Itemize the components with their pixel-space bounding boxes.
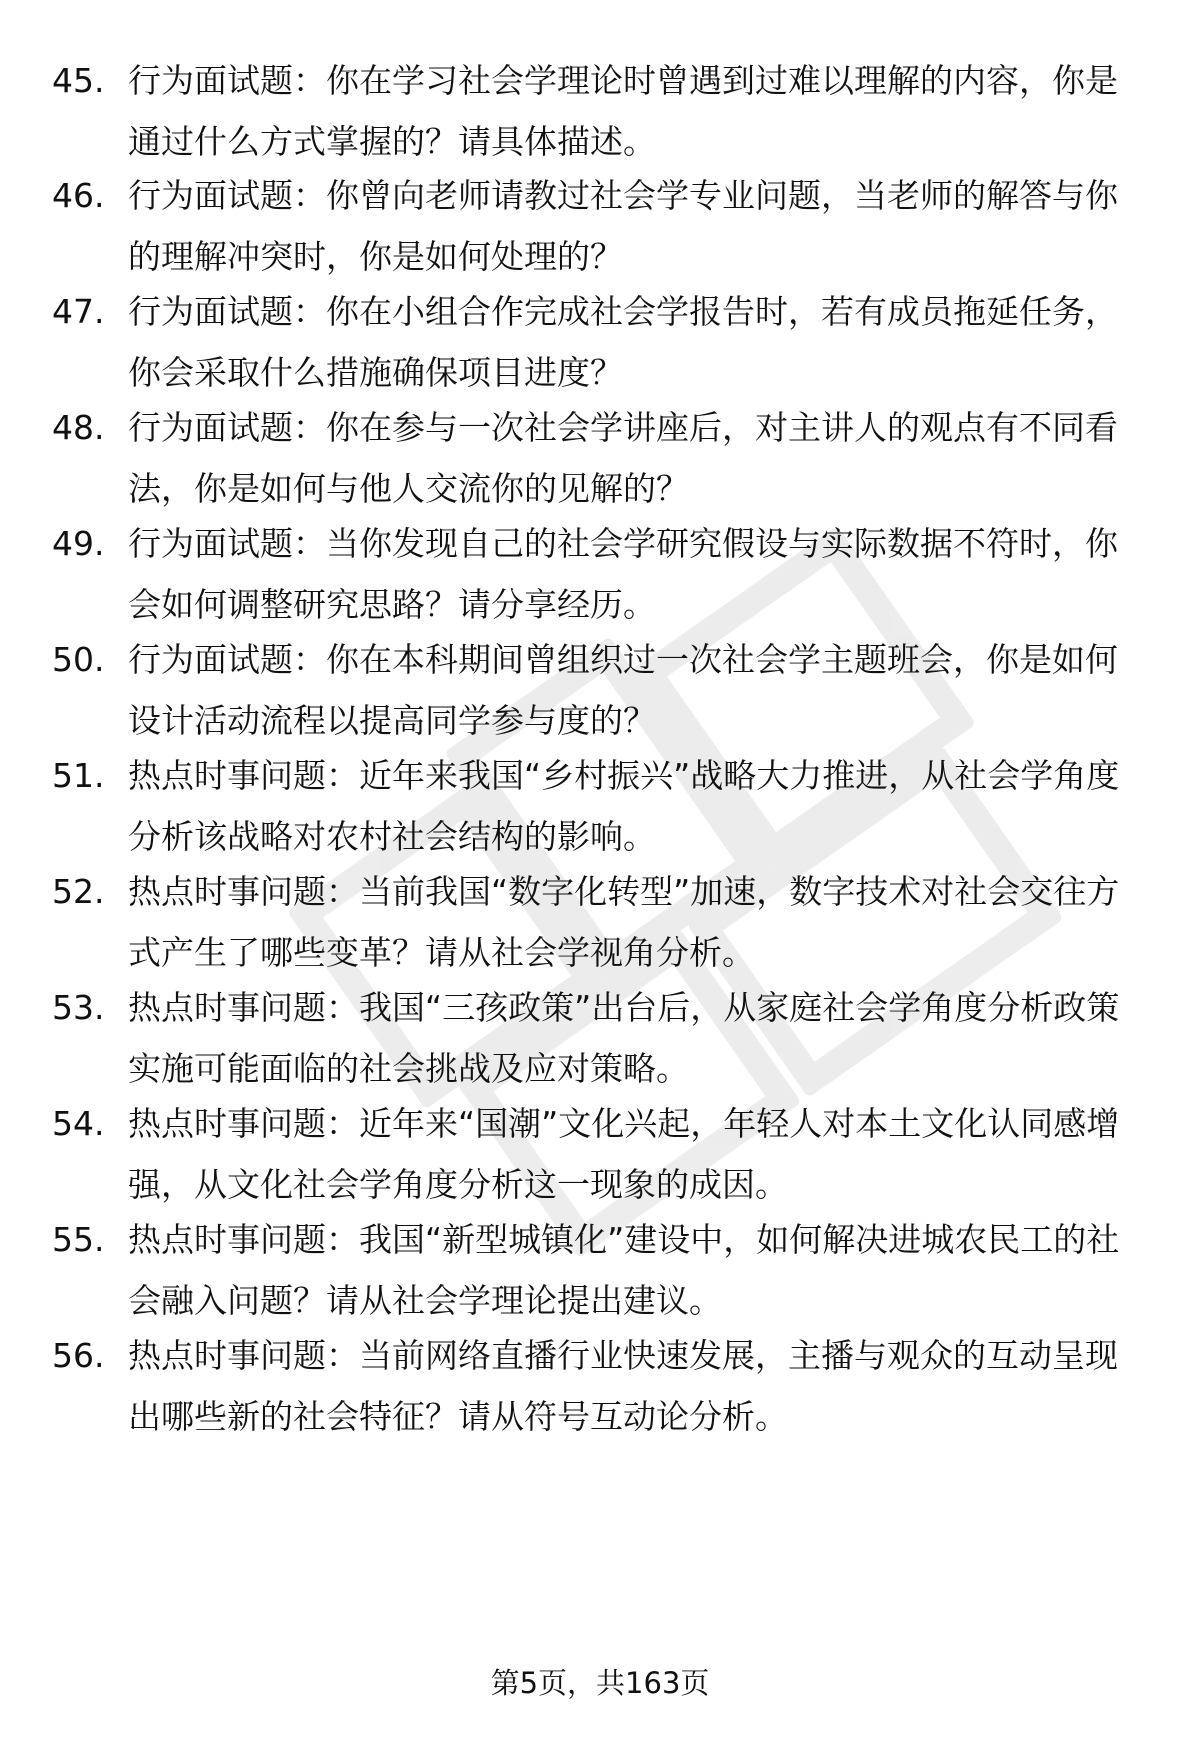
question-item xyxy=(0,745,1200,875)
question-text: 行为面试题：你曾向老师请教过社会学专业问题，当老师的解答与你的理解冲突时，你是如何处理的？ xyxy=(128,176,1118,276)
question-item xyxy=(0,977,1200,1107)
question-item xyxy=(0,397,1200,527)
question-number: 53. xyxy=(52,988,105,1027)
question-number: 48. xyxy=(52,408,105,447)
question-item xyxy=(0,50,1200,180)
question-number: 46. xyxy=(52,176,105,215)
question-text: 热点时事问题：近年来“国潮”文化兴起，年轻人对本土文化认同感增强，从文化社会学角度分析这一现象的成因。 xyxy=(128,1104,1120,1204)
question-number: 55. xyxy=(52,1220,105,1259)
question-text: 热点时事问题：近年来我国“乡村振兴”战略大力推进，从社会学角度分析该战略对农村社会结构的影响。 xyxy=(128,756,1120,856)
question-text: 行为面试题：你在学习社会学理论时曾遇到过难以理解的内容，你是通过什么方式掌握的？请具体描述。 xyxy=(128,61,1118,161)
question-item xyxy=(0,281,1200,411)
question-number: 54. xyxy=(52,1104,105,1143)
question-number: 49. xyxy=(52,524,105,563)
question-text: 热点时事问题：当前我国“数字化转型”加速，数字技术对社会交往方式产生了哪些变革？请从社会学视角分析。 xyxy=(128,872,1120,972)
question-number: 56. xyxy=(52,1336,105,1375)
question-text: 热点时事问题：当前网络直播行业快速发展，主播与观众的互动呈现出哪些新的社会特征？请从符号互动论分析。 xyxy=(128,1336,1118,1436)
question-text: 行为面试题：你在参与一次社会学讲座后，对主讲人的观点有不同看法，你是如何与他人交流你的见解的？ xyxy=(128,408,1118,508)
question-item xyxy=(0,513,1200,643)
question-item xyxy=(0,165,1200,295)
question-number: 50. xyxy=(52,640,105,679)
question-text: 热点时事问题：我国“三孩政策”出台后，从家庭社会学角度分析政策实施可能面临的社会挑战及应对策略。 xyxy=(128,988,1120,1088)
question-item xyxy=(0,1093,1200,1223)
question-number: 47. xyxy=(52,292,105,331)
question-text: 行为面试题：当你发现自己的社会学研究假设与实际数据不符时，你会如何调整研究思路？请分享经历。 xyxy=(128,524,1118,624)
question-number: 45. xyxy=(52,61,105,100)
question-item xyxy=(0,629,1200,759)
question-text: 热点时事问题：我国“新型城镇化”建设中，如何解决进城农民工的社会融入问题？请从社会学理论提出建议。 xyxy=(128,1220,1120,1320)
page-indicator: 第5页，共163页 xyxy=(490,1666,710,1700)
question-item xyxy=(0,861,1200,991)
question-item xyxy=(0,1325,1200,1455)
question-text: 行为面试题：你在本科期间曾组织过一次社会学主题班会，你是如何设计活动流程以提高同学参与度的？ xyxy=(128,640,1118,740)
question-number: 52. xyxy=(52,872,105,911)
question-item xyxy=(0,1209,1200,1339)
question-number: 51. xyxy=(52,756,105,795)
question-text: 行为面试题：你在小组合作完成社会学报告时，若有成员拖延任务，你会采取什么措施确保项目进度？ xyxy=(128,292,1118,392)
